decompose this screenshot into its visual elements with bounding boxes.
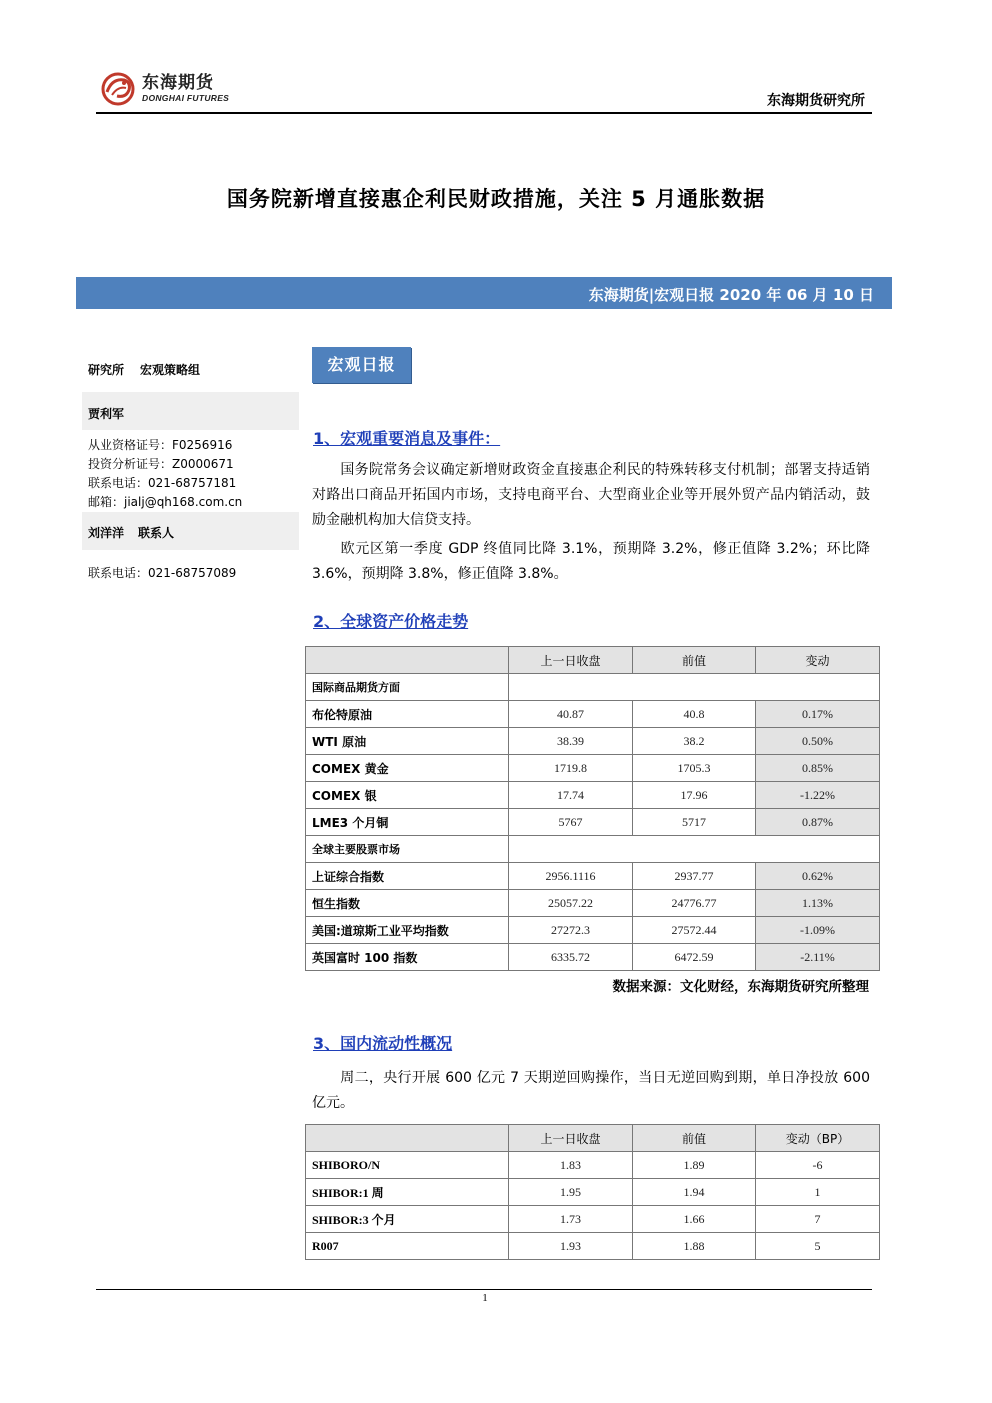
report-type-tag: 宏观日报 <box>312 347 411 383</box>
previous-value: 1.89 <box>633 1152 756 1179</box>
row-label: WTI 原油 <box>306 728 509 755</box>
change-value: 0.87% <box>756 809 880 836</box>
table-row <box>306 1179 880 1206</box>
change-value: 0.62% <box>756 863 880 890</box>
previous-value: 2937.77 <box>633 863 756 890</box>
section-1-heading: 1、宏观重要消息及事件： <box>313 429 501 448</box>
prev-close-value: 17.74 <box>509 782 633 809</box>
prev-close-value: 1719.8 <box>509 755 633 782</box>
table-row <box>306 944 880 971</box>
table-row <box>306 1206 880 1233</box>
header-divider <box>96 112 872 114</box>
header-cell <box>306 1125 509 1152</box>
contact-phone: 联系电话：021-68757089 <box>88 566 237 580</box>
row-label: SHIBORO/N <box>306 1152 509 1179</box>
row-label: 英国富时 100 指数 <box>306 944 509 971</box>
prev-close-value: 6335.72 <box>509 944 633 971</box>
section-3-paragraph <box>312 1066 870 1116</box>
table-row <box>306 728 880 755</box>
previous-value: 24776.77 <box>633 890 756 917</box>
row-label: 恒生指数 <box>306 890 509 917</box>
previous-value: 1705.3 <box>633 755 756 782</box>
report-date-text: 东海期货|宏观日报 2020 年 06 月 10 日 <box>588 286 874 304</box>
logo-name-en: DONGHAI FUTURES <box>142 92 230 103</box>
section-1-paragraph-1 <box>312 458 870 533</box>
company-logo <box>98 68 248 108</box>
change-value: 0.85% <box>756 755 880 782</box>
prev-close-value: 2956.1116 <box>509 863 633 890</box>
change-value: 1.13% <box>756 890 880 917</box>
section-2-heading: 2、全球资产价格走势 <box>313 612 469 631</box>
prev-close-value: 5767 <box>509 809 633 836</box>
document-title: 国务院新增直接惠企利民财政措施，关注 5 月通胀数据 <box>226 187 766 211</box>
group-label: 国际商品期货方面 <box>306 674 509 701</box>
row-label: SHIBOR:3 个月 <box>306 1206 509 1233</box>
header-cell <box>306 647 509 674</box>
header-cell: 上一日收盘 <box>509 647 633 674</box>
prev-close-value: 1.95 <box>509 1179 633 1206</box>
table-row <box>306 701 880 728</box>
previous-value: 1.94 <box>633 1179 756 1206</box>
analysis-cert: 投资分析证号：Z0000671 <box>88 457 234 471</box>
previous-value: 38.2 <box>633 728 756 755</box>
change-value: 0.17% <box>756 701 880 728</box>
row-label: COMEX 银 <box>306 782 509 809</box>
previous-value: 1.88 <box>633 1233 756 1260</box>
table-header-row <box>306 1125 880 1152</box>
section-1-text-2: 欧元区第一季度 GDP 终值同比降 3.1%，预期降 3.2%，修正值降 3.2%；环比降 3.6%，预期降 3.8%，修正值降 3.8%。 <box>312 541 870 582</box>
asset-price-table <box>305 646 880 971</box>
table-row <box>306 1152 880 1179</box>
change-value: 5 <box>756 1233 880 1260</box>
change-value: -1.09% <box>756 917 880 944</box>
analyst-phone: 联系电话：021-68757181 <box>88 476 237 490</box>
prev-close-value: 38.39 <box>509 728 633 755</box>
header-cell: 前值 <box>633 1125 756 1152</box>
qualification-cert: 从业资格证号：F0256916 <box>88 438 233 452</box>
table-group-row <box>306 674 880 701</box>
section-1-text-1: 国务院常务会议确定新增财政资金直接惠企利民的特殊转移支付机制；部署支持适销对路出口商品开拓国内市场，支持电商平台、大型商业企业等开展外贸产品内销活动，鼓励金融机构加大信贷支持。 <box>312 462 870 528</box>
table-row <box>306 890 880 917</box>
author-sidebar <box>82 352 299 583</box>
row-label: COMEX 黄金 <box>306 755 509 782</box>
previous-value: 40.8 <box>633 701 756 728</box>
analyst-email: 邮箱：jialj@qh168.com.cn <box>88 495 243 509</box>
change-value: -1.22% <box>756 782 880 809</box>
header-cell: 变动（BP） <box>756 1125 880 1152</box>
table-row <box>306 863 880 890</box>
table-group-row <box>306 836 880 863</box>
prev-close-value: 25057.22 <box>509 890 633 917</box>
group-name: 宏观策略组 <box>140 363 201 377</box>
data-source-note: 数据来源：文化财经，东海期货研究所整理 <box>612 979 869 995</box>
footer-divider <box>96 1289 872 1290</box>
analyst-name: 贾利军 <box>82 392 299 430</box>
contact-role: 联系人 <box>138 526 175 540</box>
logo-name-cn: 东海期货 <box>142 72 214 93</box>
prev-close-value: 1.73 <box>509 1206 633 1233</box>
table-header-row <box>306 647 880 674</box>
org-name: 研究所 <box>88 363 125 377</box>
header-cell: 上一日收盘 <box>509 1125 633 1152</box>
change-value: -2.11% <box>756 944 880 971</box>
header-cell: 变动 <box>756 647 880 674</box>
previous-value: 6472.59 <box>633 944 756 971</box>
table-row <box>306 1233 880 1260</box>
page-number: 1 <box>482 1292 488 1304</box>
change-value: 0.50% <box>756 728 880 755</box>
contact-name: 刘洋洋 <box>88 526 125 540</box>
row-label: SHIBOR:1 周 <box>306 1179 509 1206</box>
section-1-paragraph-2 <box>312 537 870 587</box>
header-cell: 前值 <box>633 647 756 674</box>
change-value: -6 <box>756 1152 880 1179</box>
row-label: 布伦特原油 <box>306 701 509 728</box>
table-row <box>306 782 880 809</box>
institute-name: 东海期货研究所 <box>767 93 865 109</box>
table-row <box>306 755 880 782</box>
liquidity-table <box>305 1124 880 1260</box>
group-label: 全球主要股票市场 <box>306 836 509 863</box>
change-value: 1 <box>756 1179 880 1206</box>
row-label: LME3 个月铜 <box>306 809 509 836</box>
change-value: 7 <box>756 1206 880 1233</box>
table-row <box>306 917 880 944</box>
previous-value: 5717 <box>633 809 756 836</box>
contact-person <box>82 512 299 550</box>
prev-close-value: 1.83 <box>509 1152 633 1179</box>
prev-close-value: 40.87 <box>509 701 633 728</box>
previous-value: 17.96 <box>633 782 756 809</box>
row-label: 美国:道琼斯工业平均指数 <box>306 917 509 944</box>
sidebar-org <box>82 352 299 386</box>
previous-value: 1.66 <box>633 1206 756 1233</box>
row-label: R007 <box>306 1233 509 1260</box>
section-3-text: 周二，央行开展 600 亿元 7 天期逆回购操作，当日无逆回购到期，单日净投放 600 亿元。 <box>312 1070 870 1111</box>
dragon-logo-icon <box>98 68 138 108</box>
table-row <box>306 809 880 836</box>
report-date-band <box>76 277 892 309</box>
prev-close-value: 1.93 <box>509 1233 633 1260</box>
section-3-heading: 3、国内流动性概况 <box>313 1034 453 1053</box>
row-label: 上证综合指数 <box>306 863 509 890</box>
previous-value: 27572.44 <box>633 917 756 944</box>
prev-close-value: 27272.3 <box>509 917 633 944</box>
